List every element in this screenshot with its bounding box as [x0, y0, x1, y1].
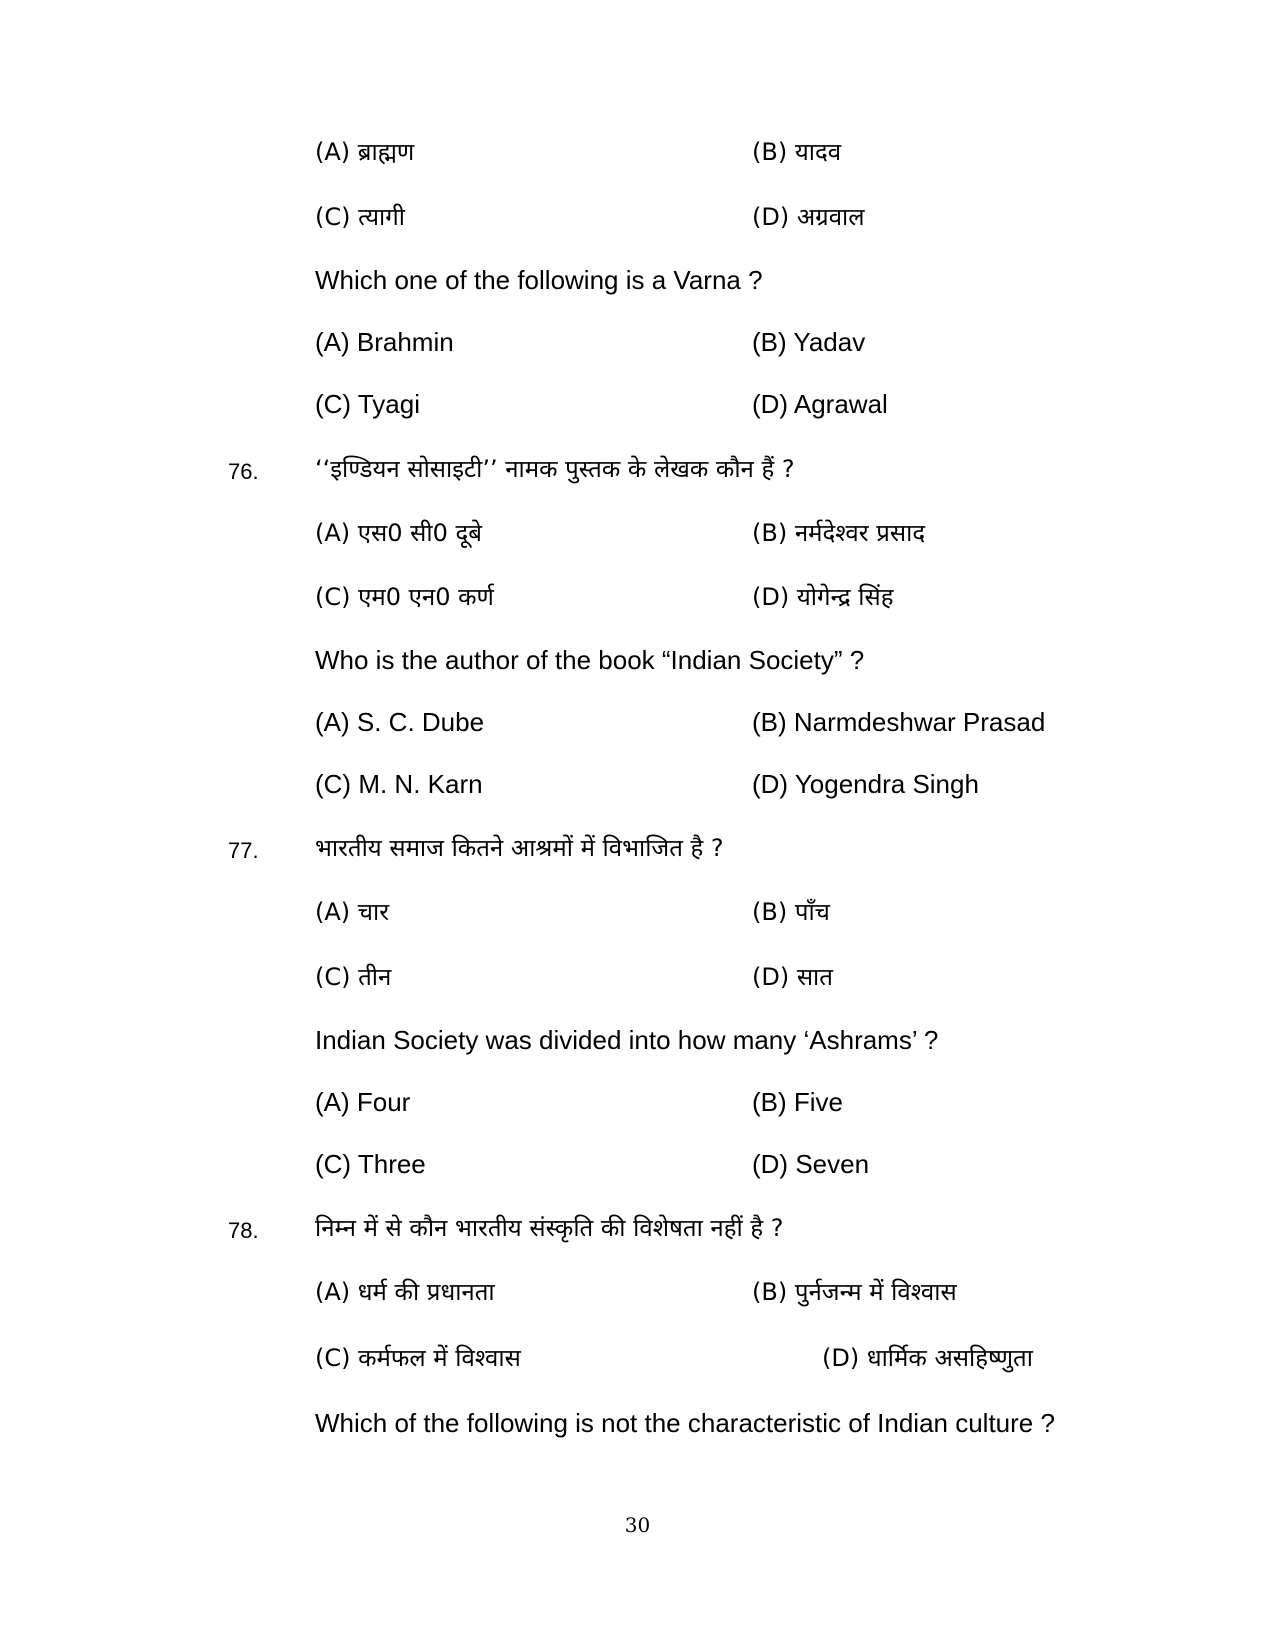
- option-d-english: (D) Seven: [752, 1149, 870, 1179]
- option-c-english: (C) Tyagi: [315, 389, 420, 419]
- question-hindi: निम्न में से कौन भारतीय संस्कृति की विशेषता नहीं है ?: [315, 1214, 784, 1242]
- option-b-english: (B) Yadav: [752, 327, 866, 357]
- option-b-english: (B) Five: [752, 1087, 843, 1117]
- question-english: Which one of the following is a Varna ?: [315, 265, 763, 295]
- question-number: 76.: [228, 459, 259, 484]
- question-english: Indian Society was divided into how many ‘Ashrams’ ?: [315, 1025, 939, 1055]
- option-c-hindi: (C) त्यागी: [315, 203, 405, 231]
- option-c-hindi: (C) तीन: [315, 963, 392, 991]
- option-a-hindi: (A) ब्राह्मण: [315, 138, 415, 166]
- option-c-english: (C) M. N. Karn: [315, 769, 483, 799]
- question-english: Which of the following is not the characteristic of Indian culture ?: [315, 1408, 1055, 1438]
- option-a-english: (A) S. C. Dube: [315, 707, 485, 737]
- option-b-hindi: (B) पुर्नजन्म में विश्वास: [752, 1278, 957, 1306]
- option-a-english: (A) Brahmin: [315, 327, 454, 357]
- option-b-english: (B) Narmdeshwar Prasad: [752, 707, 1046, 737]
- option-d-hindi: (D) सात: [752, 963, 833, 991]
- option-d-hindi: (D) अग्रवाल: [752, 203, 865, 231]
- option-c-english: (C) Three: [315, 1149, 426, 1179]
- option-b-hindi: (B) नर्मदेश्वर प्रसाद: [752, 519, 926, 547]
- option-c-hindi: (C) एम0 एन0 कर्ण: [315, 583, 494, 611]
- question-english: Who is the author of the book “Indian Society” ?: [315, 645, 865, 675]
- question-hindi: ‘‘इण्डियन सोसाइटी’’ नामक पुस्तक के लेखक कौन हैं ?: [315, 455, 795, 483]
- option-d-english: (D) Agrawal: [752, 389, 888, 419]
- option-d-hindi: (D) योगेन्द्र सिंह: [752, 583, 894, 611]
- option-a-hindi: (A) धर्म की प्रधानता: [315, 1278, 495, 1306]
- question-number: 78.: [228, 1218, 259, 1243]
- option-a-english: (A) Four: [315, 1087, 411, 1117]
- option-a-hindi: (A) चार: [315, 898, 390, 926]
- option-d-english: (D) Yogendra Singh: [752, 769, 979, 799]
- page-number: 30: [624, 1513, 651, 1537]
- question-hindi: भारतीय समाज कितने आश्रमों में विभाजित है ?: [315, 834, 724, 862]
- question-number: 77.: [228, 838, 259, 863]
- option-b-hindi: (B) यादव: [752, 138, 842, 166]
- option-b-hindi: (B) पाँच: [752, 898, 830, 926]
- option-c-hindi: (C) कर्मफल में विश्वास: [315, 1344, 521, 1372]
- option-d-hindi: (D) धार्मिक असहिष्णुता: [822, 1344, 1033, 1372]
- option-a-hindi: (A) एस0 सी0 दूबे: [315, 519, 482, 547]
